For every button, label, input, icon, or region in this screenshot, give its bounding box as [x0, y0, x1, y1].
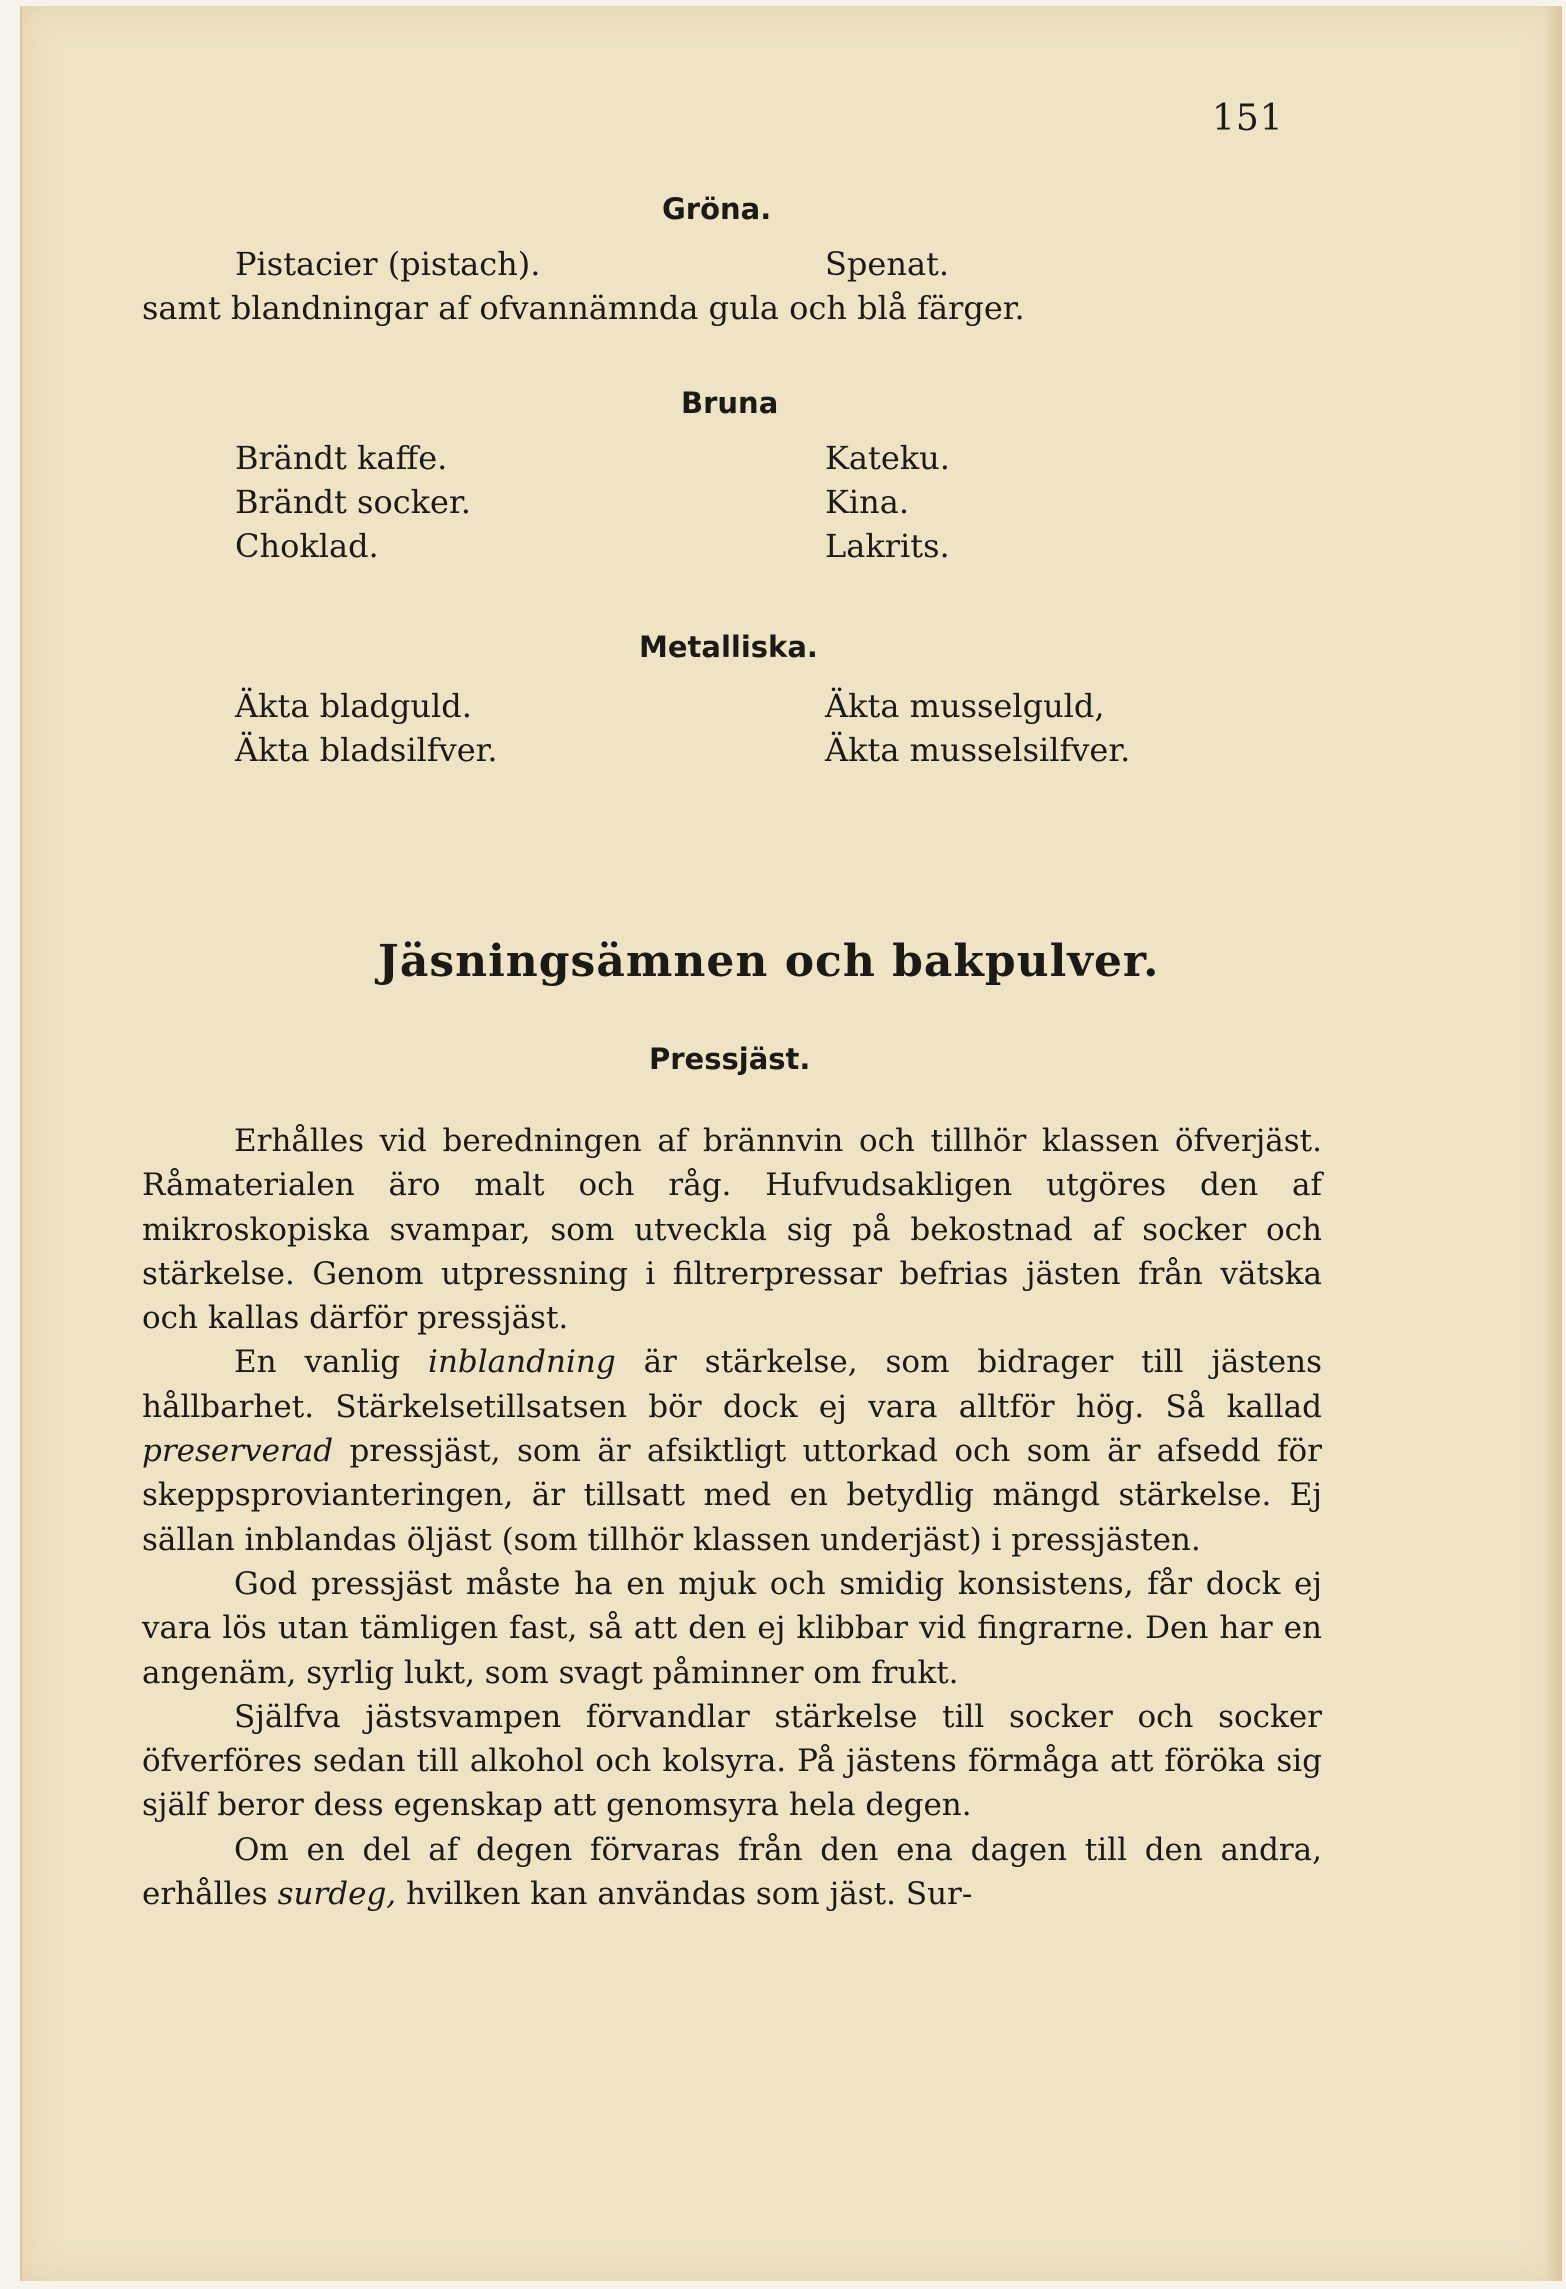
bruna-item: Lakrits. — [825, 527, 950, 565]
paragraph-text: pressjäst, som är afsiktligt uttorkad och som är afsedd för skeppsprovianteringen, är tillsatt med en betydlig mängd stärkelse. Ej sällan inblandas öljäst (som tillhör klassen underjäst) i pressjästen. — [142, 1433, 1322, 1558]
chapter-title: Jäsningsämnen och bakpulver. — [378, 936, 1160, 987]
paragraph-text: En vanlig — [234, 1344, 429, 1381]
emphasis: surdeg, — [277, 1876, 397, 1913]
bruna-item: Kateku. — [825, 439, 950, 477]
page-number: 151 — [1212, 98, 1284, 139]
bruna-item: Brändt kaffe. — [235, 439, 448, 477]
section-heading-metalliska: Metalliska. — [639, 630, 818, 664]
bruna-item: Kina. — [825, 483, 909, 521]
metalliska-item: Äkta musselsilfver. — [825, 731, 1131, 769]
bruna-right-list — [825, 436, 950, 568]
page-edge — [1548, 6, 1562, 2281]
paragraph: Erhålles vid beredningen af brännvin och tillhör klassen öfverjäst. Råmaterialen äro malt och råg. Hufvudsakligen utgöres den af mikroskopiska svampar, som utveckla sig på bekostnad af socker och stärkelse. Genom utpressning i filtrerpressar befrias jästen från vätska och kallas därför pressjäst. — [142, 1123, 1322, 1337]
grona-item: Spenat. — [825, 245, 950, 283]
grona-line1-left — [235, 242, 540, 286]
emphasis: inblandning — [428, 1344, 616, 1381]
bruna-left-list — [235, 436, 471, 568]
subheading-pressjast: Pressjäst. — [649, 1042, 811, 1076]
paragraph — [142, 1828, 1322, 1917]
grona-line1-right — [825, 242, 949, 286]
bruna-item: Brändt socker. — [235, 483, 471, 521]
bruna-item: Choklad. — [235, 527, 379, 565]
paragraph: God pressjäst måste ha en mjuk och smidig konsistens, får dock ej vara lös utan tämligen fast, så att den ej klibbar vid fingrarne. Den har en angenäm, syrlig lukt, som svagt påminner om frukt. — [142, 1565, 1322, 1691]
emphasis: preserverad — [142, 1433, 334, 1470]
metalliska-item: Äkta bladsilfver. — [235, 731, 498, 769]
book-page — [20, 6, 1562, 2281]
section-heading-bruna: Bruna — [681, 386, 779, 420]
paragraph — [142, 1340, 1322, 1561]
section-heading-grona: Gröna. — [662, 192, 772, 226]
grona-line2: samt blandningar af ofvannämnda gula och blå färger. — [142, 289, 1025, 327]
metalliska-right-list — [825, 684, 1130, 772]
metalliska-item: Äkta musselguld, — [825, 687, 1105, 725]
grona-item: Pistacier (pistach). — [235, 245, 541, 283]
paragraph: Själfva jästsvampen förvandlar stärkelse till socker och socker öfverföres sedan till alkohol och kolsyra. På jästens förmåga att föröka sig själf beror dess egenskap att genomsyra hela degen. — [142, 1698, 1322, 1824]
metalliska-left-list — [235, 684, 498, 772]
body-text — [142, 1119, 1322, 1916]
paragraph-text: är stärkelse, som bidrager till jästens hållbarhet. Stärkelsetillsatsen bör dock ej vara alltför hög. Så kallad — [142, 1344, 1322, 1425]
paragraph-text: Om en del af degen förvaras från den ena dagen till den andra, erhålles — [142, 1831, 1322, 1913]
paragraph-text: hvilken kan användas som jäst. Sur- — [396, 1876, 973, 1913]
metalliska-item: Äkta bladguld. — [235, 687, 472, 725]
